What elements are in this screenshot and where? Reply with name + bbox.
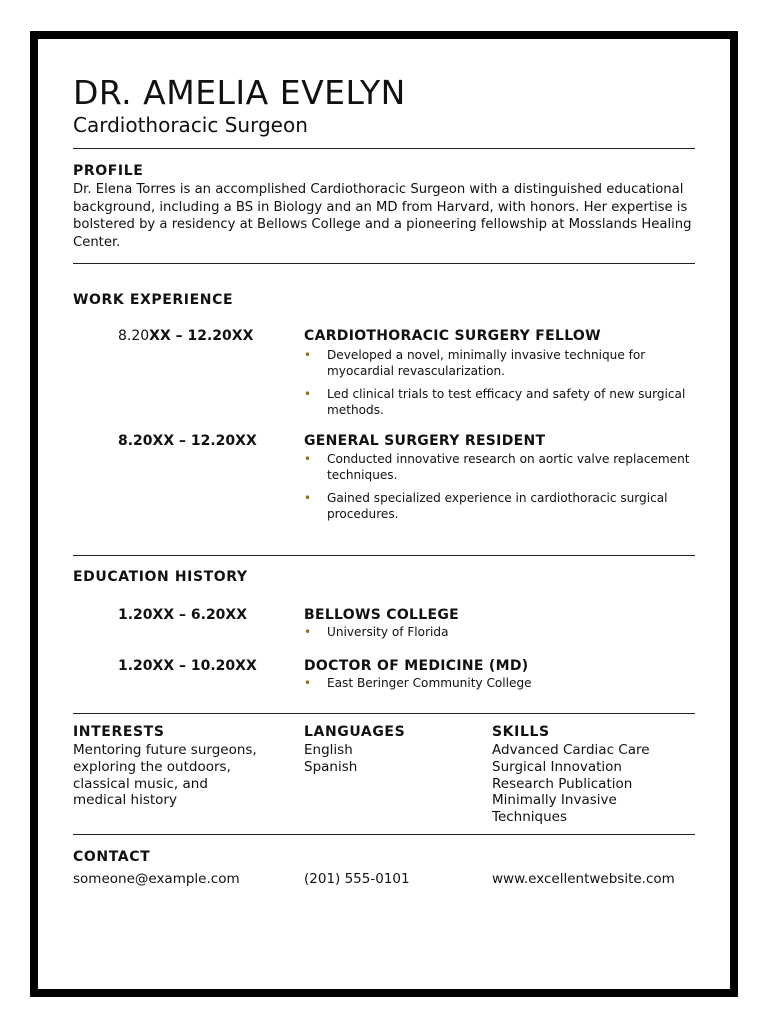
bullet-text: Conducted innovative research on aortic valve replacement techniques. bbox=[327, 452, 690, 482]
bullet-text: East Beringer Community College bbox=[327, 676, 532, 690]
education-date-text: 1.20XX – 6.20XX bbox=[118, 607, 248, 623]
skill-line: Techniques bbox=[492, 809, 568, 826]
work-experience-heading: WORK EXPERIENCE bbox=[73, 292, 234, 308]
work-role: GENERAL SURGERY RESIDENT bbox=[304, 433, 546, 449]
list-item bbox=[304, 386, 694, 418]
languages-list bbox=[304, 742, 357, 776]
languages-heading: LANGUAGES bbox=[304, 724, 406, 740]
profile-heading: PROFILE bbox=[73, 163, 144, 179]
work-date bbox=[118, 433, 257, 449]
list-item bbox=[304, 624, 694, 640]
interest-line: exploring the outdoors, bbox=[73, 758, 231, 775]
work-date-rest: XX – 12.20XX bbox=[149, 328, 254, 344]
work-bullets bbox=[304, 347, 694, 424]
work-date-rest: 8.20XX – 12.20XX bbox=[118, 433, 257, 449]
divider bbox=[73, 148, 695, 149]
work-date-prefix: 8.20 bbox=[118, 328, 150, 344]
divider bbox=[73, 834, 695, 835]
work-date bbox=[118, 328, 253, 344]
interests-heading: INTERESTS bbox=[73, 724, 165, 740]
contact-website[interactable]: www.excellentwebsite.com bbox=[492, 871, 675, 887]
education-school: BELLOWS COLLEGE bbox=[304, 607, 460, 623]
contact-phone[interactable]: (201) 555-0101 bbox=[304, 871, 410, 887]
bullet-text: Developed a novel, minimally invasive technique for myocardial revascularization. bbox=[327, 348, 646, 378]
candidate-title: Cardiothoracic Surgeon bbox=[73, 113, 308, 137]
skills-heading: SKILLS bbox=[492, 724, 550, 740]
bullet-icon: • bbox=[304, 676, 312, 690]
skills-list bbox=[492, 742, 650, 826]
candidate-name: DR. AMELIA EVELYN bbox=[73, 73, 406, 112]
interest-line: Mentoring future surgeons, bbox=[73, 742, 257, 758]
bullet-icon: • bbox=[304, 452, 312, 466]
bullet-icon: • bbox=[304, 625, 312, 639]
divider bbox=[73, 713, 695, 714]
bullet-text: Gained specialized experience in cardiothoracic surgical procedures. bbox=[327, 490, 668, 521]
divider bbox=[73, 555, 695, 556]
interest-line: classical music, and bbox=[73, 775, 208, 792]
skill-line: Minimally Invasive bbox=[492, 792, 617, 809]
education-date-text: 1.20XX – 10.20XX bbox=[118, 658, 257, 674]
work-bullets bbox=[304, 451, 694, 528]
bullet-icon: • bbox=[304, 386, 312, 401]
work-role: CARDIOTHORACIC SURGERY FELLOW bbox=[304, 328, 601, 344]
list-item bbox=[304, 451, 694, 483]
language-line: Spanish bbox=[304, 758, 358, 775]
list-item bbox=[304, 490, 694, 522]
list-item bbox=[304, 347, 694, 379]
education-date bbox=[118, 607, 247, 623]
skill-line: Surgical Innovation bbox=[492, 758, 622, 775]
contact-heading: CONTACT bbox=[73, 849, 151, 865]
divider bbox=[73, 263, 695, 264]
language-line: English bbox=[304, 742, 353, 758]
education-school: DOCTOR OF MEDICINE (MD) bbox=[304, 658, 529, 674]
education-bullets bbox=[304, 624, 694, 647]
bullet-text: Led clinical trials to test efficacy and safety of new surgical methods. bbox=[327, 386, 686, 417]
education-date bbox=[118, 658, 257, 674]
education-heading: EDUCATION HISTORY bbox=[73, 569, 248, 585]
resume-frame bbox=[30, 31, 738, 997]
bullet-text: University of Florida bbox=[327, 625, 449, 639]
interests-list bbox=[73, 742, 257, 809]
profile-text: Dr. Elena Torres is an accomplished Cardiothoracic Surgeon with a distinguished educational background, including a BS in Biology and an MD from Harvard, with honors. Her expertise is bolstered by a residency at Bellows College and a pioneering fellowship at Mosslands Healing Center. bbox=[73, 182, 692, 250]
contact-email[interactable]: someone@example.com bbox=[73, 871, 240, 887]
education-bullets bbox=[304, 675, 694, 698]
list-item bbox=[304, 675, 694, 691]
skill-line: Research Publication bbox=[492, 775, 633, 792]
skill-line: Advanced Cardiac Care bbox=[492, 742, 650, 758]
bullet-icon: • bbox=[304, 348, 312, 362]
interest-line: medical history bbox=[73, 792, 177, 809]
bullet-icon: • bbox=[304, 490, 312, 505]
